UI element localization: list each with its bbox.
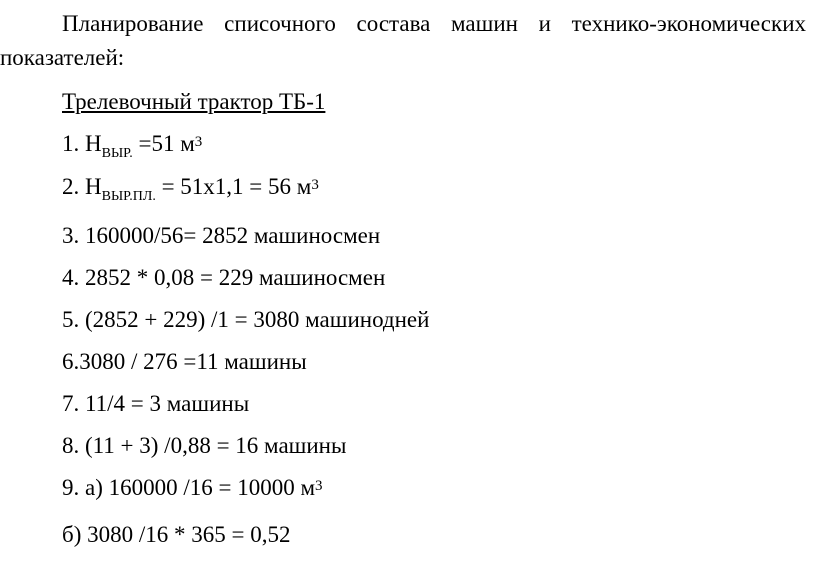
calc-line-9b: б) 3080 /16 * 365 = 0,52 bbox=[62, 522, 291, 547]
calc-line-1: 1. $Н_{ВЫР.} =51$ $м^3$ bbox=[62, 131, 203, 161]
heading-line-1: Планирование списочного состава машин и технико-экономических bbox=[62, 11, 806, 36]
calc-line-2: 2. $Н_{ВЫР.ПЛ.} = 51х1,1 = 56$ $м^3$ bbox=[62, 174, 319, 204]
calc-line-5: 5. (2852 + 229) /1 = 3080 машинодней bbox=[62, 307, 430, 332]
subtitle: Трелевочный трактор ТБ-1 bbox=[62, 89, 326, 114]
calc-line-6: 6.3080 / 276 =11 машины bbox=[62, 349, 307, 374]
calc-line-9a: 9. а) 160000 /16 = 10000 $м^3$ bbox=[62, 475, 323, 500]
heading-line-2: показателей: bbox=[0, 45, 125, 70]
calc-line-4: 4. 2852 * 0,08 = 229 машиносмен bbox=[62, 265, 386, 290]
calc-line-8: 8. (11 + 3) /0,88 = 16 машины bbox=[62, 433, 347, 458]
calc-line-7: 7. 11/4 = 3 машины bbox=[62, 391, 250, 416]
calc-line-3: 3. 160000/56= 2852 машиносмен bbox=[62, 223, 381, 248]
